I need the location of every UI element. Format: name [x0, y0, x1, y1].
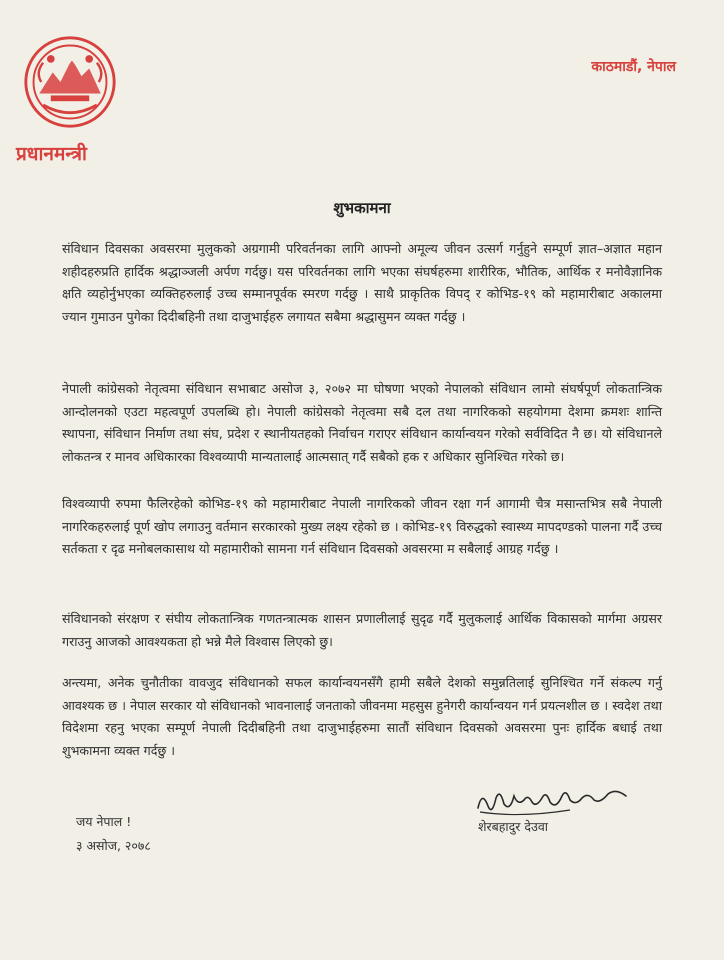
nepal-emblem-icon — [22, 34, 118, 130]
paragraph-5: अन्त्यमा, अनेक चुनौतीका वावजुद संविधानको सफल कार्यान्वयनसँगै हामी सबैले देशको समुन्नतिलाई सुनिश्चित गर्ने संकल्प गर्नु आवश्यक छ । नेपाल सरकार यो संविधानको भावनालाई जनताको जीवनमा महसुस हुनेगरी कार्यान्वयन गर्न प्रयत्नशील छ । स्वदेश तथा विदेशमा रहनु भएका सम्पूर्ण नेपाली दिदीबहिनी तथा दाजुभाईहरुमा सातौं संविधान दिवसको अवसरमा पुनः हार्दिक बधाई तथा शुभकामना व्यक्त गर्दछु । — [62, 675, 662, 758]
signatory-name: शेरबहादुर देउवा — [478, 819, 549, 834]
paragraph-1: संविधान दिवसका अवसरमा मुलुकको अग्रगामी परिवर्तनका लागि आफ्नो अमूल्य जीवन उत्सर्ग गर्नुहुने सम्पूर्ण ज्ञात–अज्ञात महान शहीदहरुप्रति हार्दिक श्रद्धाञ्जली अर्पण गर्दछु। यस परिवर्तनका लागि भएका संघर्षहरुमा शारीरिक, भौतिक, आर्थिक र मनोवैज्ञानिक क्षति व्यहोर्नुभएका व्यक्तिहरुलाई उच्च सम्मानपूर्वक स्मरण गर्दछु । साथै प्राकृतिक विपद् र कोभिड-१९ को महामारीबाट अकालमा ज्यान गुमाउन पुगेका दिदीबहिनी तथा दाजुभाईहरु लगायत सबैमा श्रद्धासुमन व्यक्त गर्दछु । — [62, 241, 662, 324]
paragraph-3: विश्वव्यापी रुपमा फैलिरहेको कोभिड-१९ को महामारीबाट नेपाली नागरिकको जीवन रक्षा गर्न आगामी चैत्र मसान्तभित्र सबै नेपाली नागरिकहरुलाई पूर्ण खोप लगाउनु वर्तमान सरकारको मुख्य लक्ष्य रहेको छ । कोभिड-१९ विरुद्धको स्वास्थ्य मापदण्डको पालना गर्दै उच्च सर्तकता र दृढ मनोबलकासाथ यो महामारीको सामना गर्न संविधान दिवसको अवसरमा म सबैलाई आग्रह गर्दछु । — [62, 496, 662, 556]
office-title: प्रधानमन्त्री — [16, 143, 87, 165]
salutation: जय नेपाल ! — [76, 814, 132, 829]
letter-date: ३ असोज, २०७८ — [76, 838, 151, 853]
closing-block — [76, 810, 151, 858]
paragraph-4: संविधानको संरक्षण र संघीय लोकतान्त्रिक गणतन्त्रात्मक शासन प्रणालीलाई सुदृढ गर्दै मुलुकलाई आर्थिक विकासको मार्गमा अग्रसर गराउनु आजको आवश्यकता हो भन्ने मैले विश्वास लिएको छु। — [62, 611, 662, 649]
place-label: काठमाडौं, नेपाल — [591, 59, 676, 75]
letter-title: शुभकामना — [333, 199, 391, 217]
paragraph-2: नेपाली कांग्रेसको नेतृत्वमा संविधान सभाबाट असोज ३, २०७२ मा घोषणा भएको नेपालको संविधान लामो संघर्षपूर्ण लोकतान्त्रिक आन्दोलनको एउटा महत्वपूर्ण उपलब्धि हो। नेपाली कांग्रेसको नेतृत्वमा सबै दल तथा नागरिकको सहयोगमा देशमा क्रमशः शान्ति स्थापना, संविधान निर्माण तथा संघ, प्रदेश र स्थानीयतहको निर्वाचन गराएर संविधान कार्यान्वयन गरेको सर्वविदित नै छ। यो संविधानले लोकतन्त्र र मानव अधिकारका विश्वव्यापी मान्यतालाई आत्मसात् गर्दै सबैको हक र अधिकार सुनिश्चित गरेको छ। — [62, 381, 662, 464]
